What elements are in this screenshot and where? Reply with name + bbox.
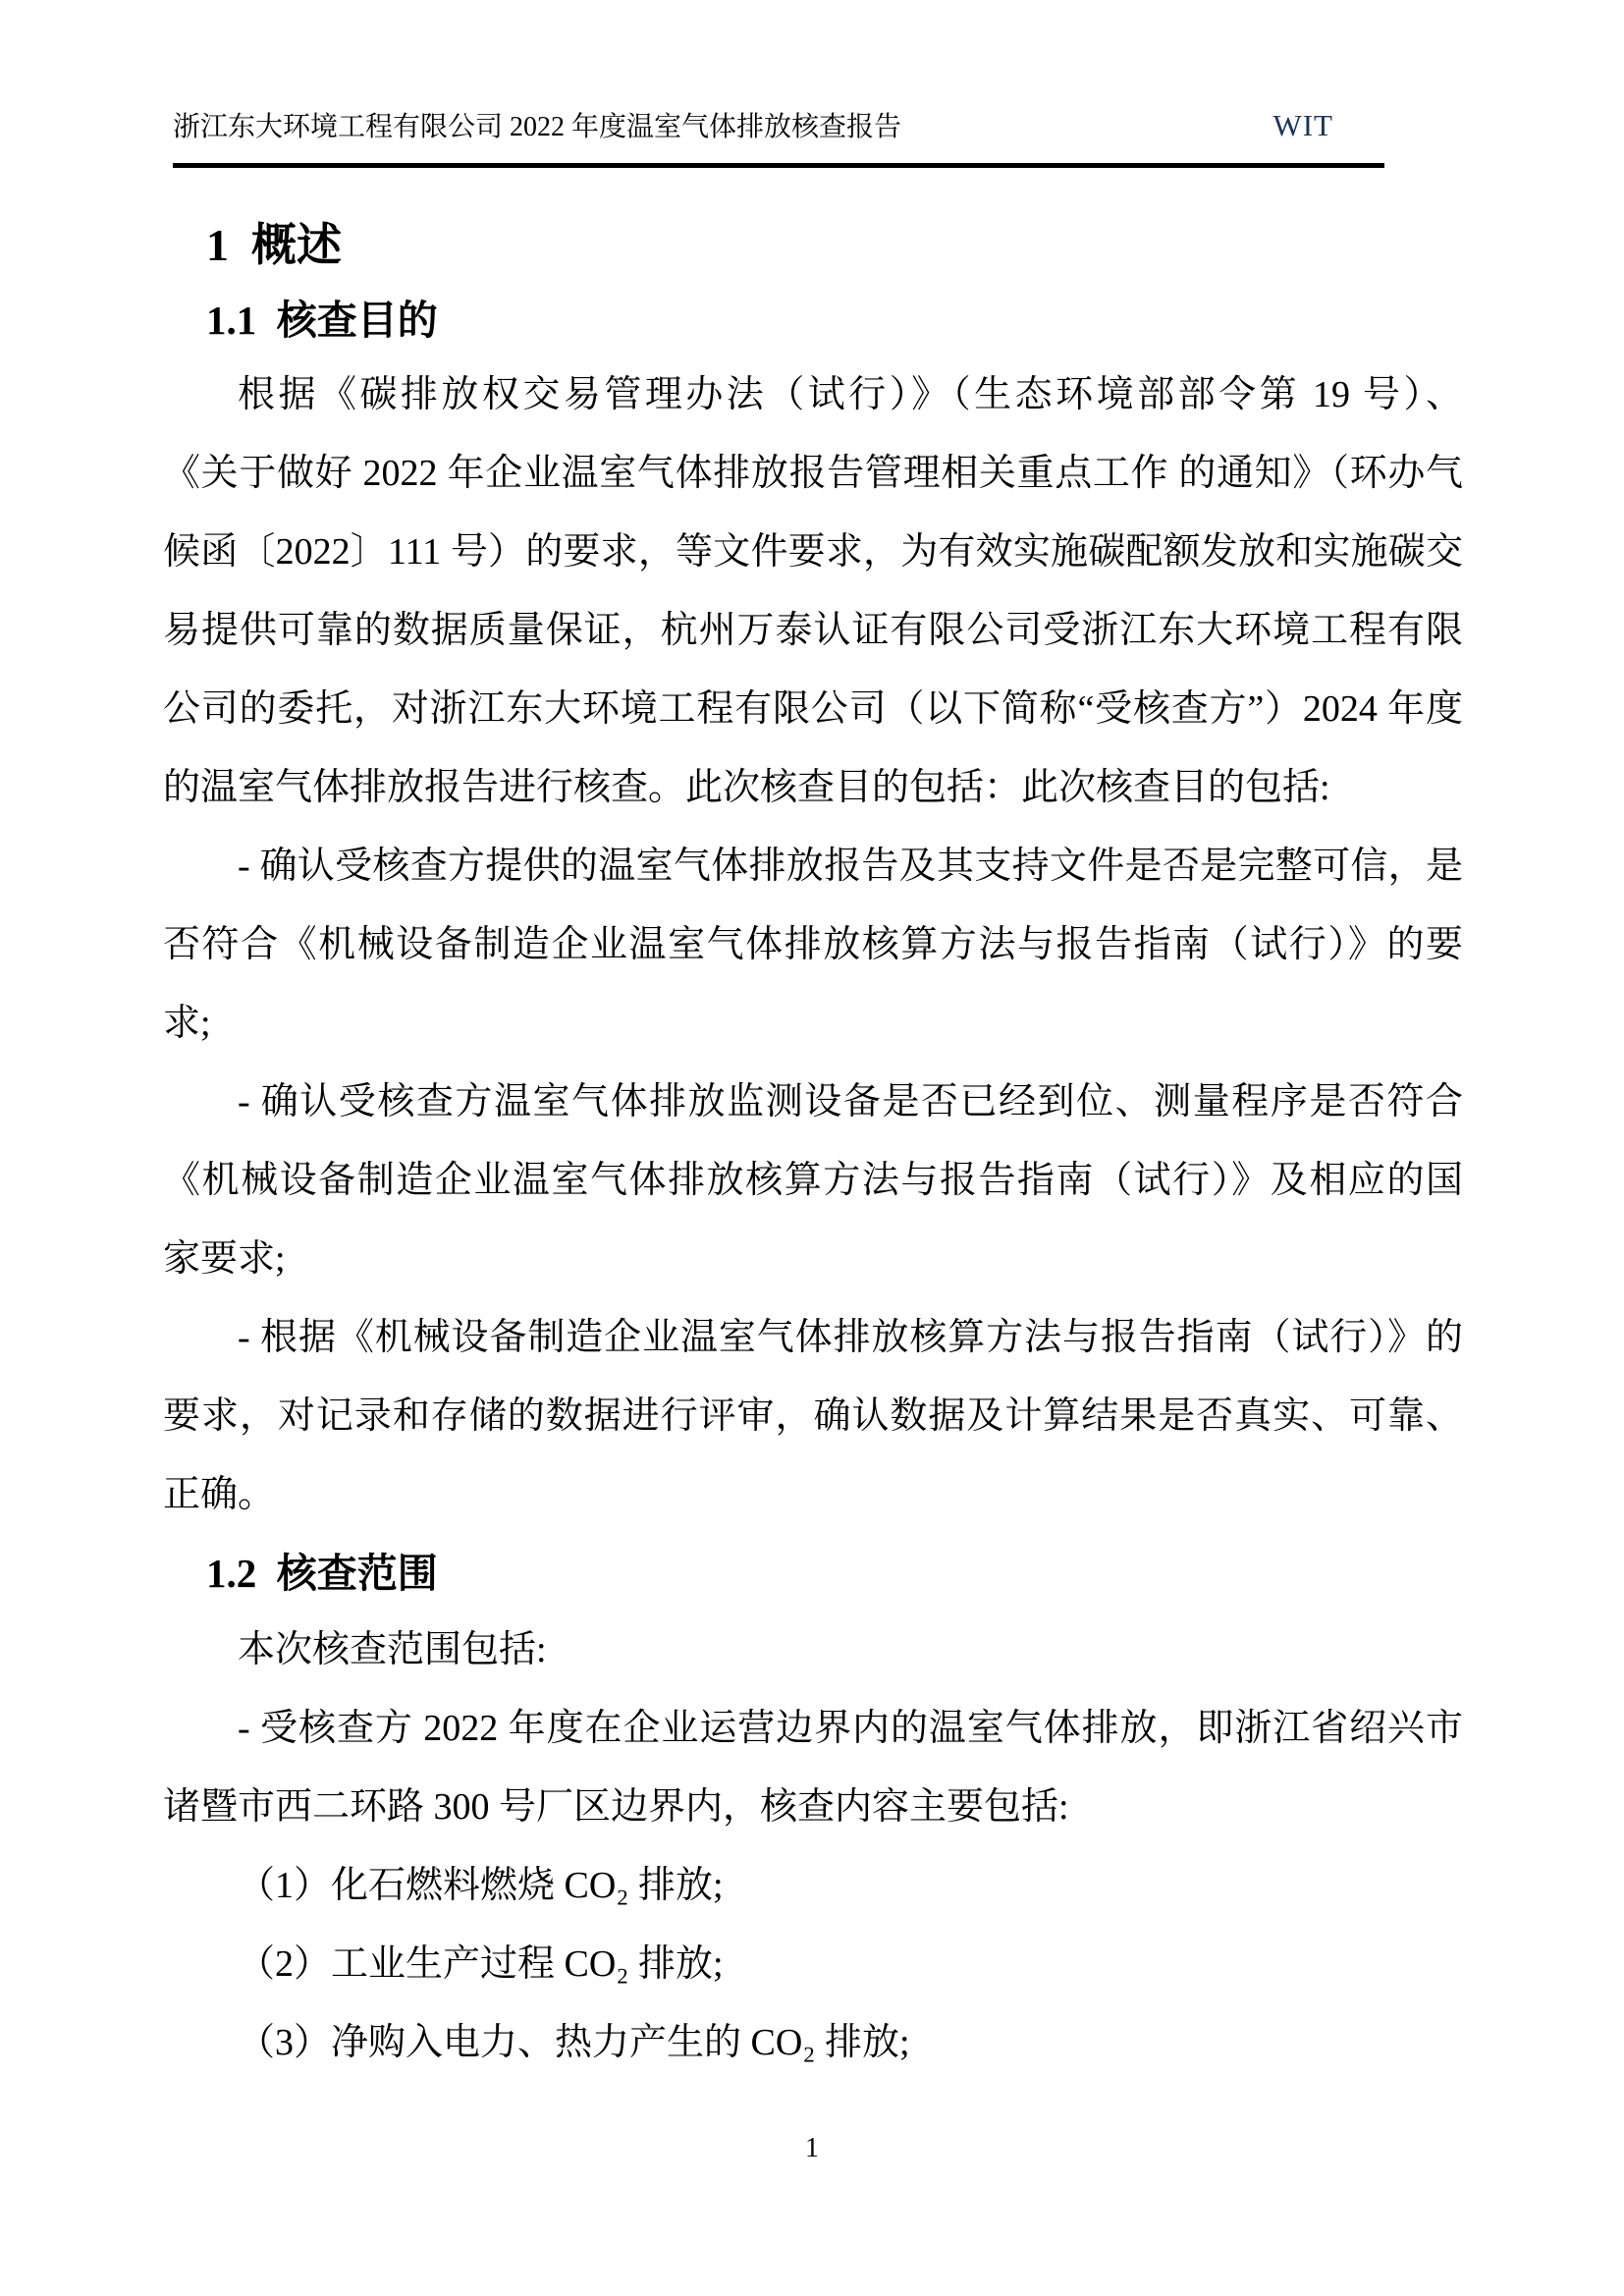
text-line: - 确认受核查方温室气体排放监测设备是否已经到位、测量程序是否符合	[238, 1081, 1463, 1122]
text-line: （2）工业生产过程 CO₂ 排放;	[238, 1943, 724, 1985]
text-line: 否符合《机械设备制造企业温室气体排放核算方法与报告指南（试行）》的要	[163, 924, 1463, 965]
text-line: - 根据《机械设备制造企业温室气体排放核算方法与报告指南（试行）》的	[238, 1317, 1463, 1358]
header-title: 浙江东大环境工程有限公司 2022 年度温室气体排放核查报告	[173, 112, 902, 142]
header-logo-wit: WIT	[1272, 108, 1333, 142]
text-line: 根据《碳排放权交易管理办法（试行）》（生态环境部部令第 19 号）、	[238, 374, 1463, 415]
text-line: 候函〔2022〕111 号）的要求，等文件要求，为有效实施碳配额发放和实施碳交	[163, 531, 1463, 573]
text-line: - 确认受核查方提供的温室气体排放报告及其支持文件是否是完整可信，是	[238, 846, 1463, 887]
text-line: 要求，对记录和存储的数据进行评审，确认数据及计算结果是否真实、可靠、	[163, 1395, 1463, 1437]
text-line: - 受核查方 2022 年度在企业运营边界内的温室气体排放，即浙江省绍兴市	[238, 1708, 1463, 1749]
text-line: 公司的委托，对浙江东大环境工程有限公司（以下简称“受核查方”）2024 年度	[163, 688, 1463, 730]
paragraph-scope-intro	[163, 1611, 1463, 1689]
bullet-report-completeness	[163, 827, 1463, 1063]
text-line: （3）净购入电力、热力产生的 CO₂ 排放;	[238, 2022, 910, 2063]
text-line: 本次核查范围包括:	[238, 1629, 547, 1670]
paragraph-verification-basis	[163, 355, 1463, 827]
text-line: 诸暨市西二环路 300 号厂区边界内，核查内容主要包括:	[163, 1786, 1069, 1828]
heading-verification-purpose: 1.1 核查目的	[206, 298, 438, 343]
bullet-monitoring-equipment	[163, 1063, 1463, 1298]
page-number: 1	[805, 2133, 819, 2163]
heading-overview: 1 概述	[206, 220, 342, 270]
list-emission-types	[163, 1846, 1463, 2082]
bullet-data-review	[163, 1298, 1463, 1534]
text-line: 的温室气体排放报告进行核查。此次核查目的包括：此次核查目的包括:	[163, 767, 1330, 808]
text-line: 《关于做好 2022 年企业温室气体排放报告管理相关重点工作 的通知》（环办气	[163, 453, 1463, 494]
text-line: （1）化石燃料燃烧 CO₂ 排放;	[238, 1865, 724, 1906]
text-line: 家要求;	[163, 1238, 286, 1280]
text-line: 正确。	[163, 1474, 276, 1515]
bullet-scope-boundary	[163, 1689, 1463, 1846]
heading-verification-scope: 1.2 核查范围	[206, 1551, 438, 1596]
text-line: 求;	[163, 1003, 211, 1044]
text-line: 易提供可靠的数据质量保证，杭州万泰认证有限公司受浙江东大环境工程有限	[163, 610, 1463, 651]
page-footer	[0, 2129, 1624, 2168]
text-line: 《机械设备制造企业温室气体排放核算方法与报告指南（试行）》及相应的国	[163, 1160, 1463, 1201]
